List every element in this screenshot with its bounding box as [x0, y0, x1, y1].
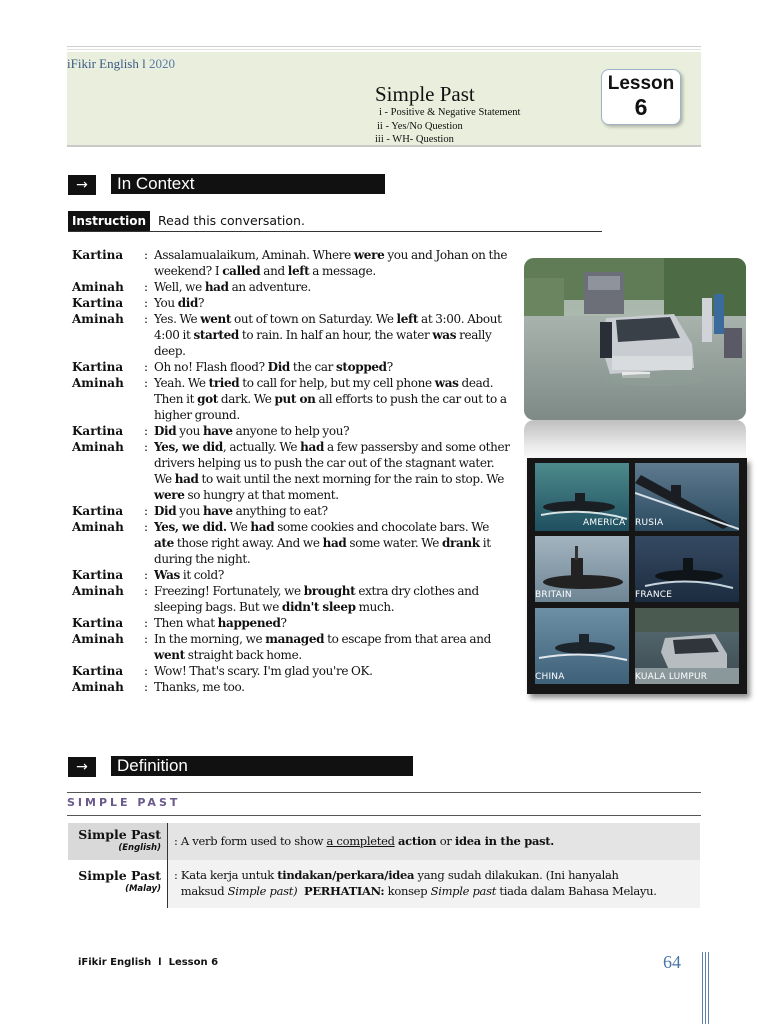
lesson-badge: [601, 69, 681, 125]
speaker-colon: :: [143, 424, 149, 438]
lesson-badge-label: Lesson: [607, 73, 675, 94]
speech-text: You did?: [154, 296, 205, 310]
speaker-name: Kartina: [72, 568, 124, 582]
speech-text: Well, we had an adventure.: [154, 280, 311, 294]
photo-label-france: FRANCE: [635, 590, 673, 600]
speaker-colon: :: [143, 616, 149, 630]
term-language: (Malay): [125, 884, 161, 894]
arrow-icon: →: [68, 757, 96, 777]
speaker-name: Kartina: [72, 616, 124, 630]
brand: iFikir English l 2020: [67, 56, 175, 71]
speaker-colon: :: [143, 376, 149, 390]
footer-text: iFikir English l Lesson 6: [78, 957, 219, 968]
conversation-line: [72, 295, 512, 311]
speech-text: Then what happened?: [154, 616, 287, 630]
page-rule: [705, 952, 706, 1024]
subtopic-item: iii - WH- Question: [375, 134, 454, 145]
definition-rule-bottom: [67, 815, 701, 816]
speech-text: Did you have anything to eat?: [154, 504, 328, 518]
instruction-rule: [68, 231, 602, 232]
conversation-line: [72, 423, 512, 439]
section-title-context: In Context: [111, 174, 385, 194]
conversation-line: [72, 631, 512, 663]
speaker-name: Kartina: [72, 296, 124, 310]
flood-photo: [524, 258, 746, 420]
arrow-icon: →: [68, 175, 96, 195]
page-rule: [702, 952, 703, 1024]
conversation: [72, 247, 512, 695]
definition-term: [68, 860, 168, 908]
conversation-line: [72, 279, 512, 295]
photo-label-britain: BRITAIN: [535, 590, 572, 600]
speaker-colon: :: [143, 248, 149, 262]
conversation-line: [72, 439, 512, 503]
speaker-colon: :: [143, 568, 149, 582]
lesson-title: Simple Past: [375, 82, 475, 106]
speech-text: Yes. We went out of town on Saturday. We left at 3:00. About 4:00 it started to rain. In half an hour, the water was really deep.: [154, 312, 502, 358]
subtopic-item: ii - Yes/No Question: [377, 120, 463, 132]
speaker-name: Aminah: [72, 440, 124, 454]
speaker-colon: :: [143, 312, 149, 326]
subtopic-list: [375, 106, 520, 147]
header-rule-top: [67, 46, 701, 47]
conversation-line: [72, 663, 512, 679]
speaker-name: Aminah: [72, 376, 124, 390]
conversation-line: [72, 519, 512, 567]
speaker-colon: :: [143, 520, 149, 534]
page-number: 64: [663, 952, 681, 972]
speaker-name: Aminah: [72, 280, 124, 294]
speech-text: Freezing! Fortunately, we brought extra dry clothes and sleeping bags. But we didn't sleep much.: [154, 584, 479, 614]
speech-text: Was it cold?: [154, 568, 224, 582]
speaker-name: Kartina: [72, 360, 124, 374]
speaker-colon: :: [143, 296, 149, 310]
conversation-line: [72, 359, 512, 375]
speaker-colon: :: [143, 584, 149, 598]
submarine-collage: [527, 458, 747, 694]
speaker-colon: :: [143, 440, 149, 454]
instruction-tag: Instruction: [68, 211, 150, 231]
speaker-colon: :: [143, 632, 149, 646]
speech-text: Yes, we did, actually. We had a few passersby and some other drivers helping us to push the car out of the stagnant water. We had to wait until the next morning for the rain to stop. We were so hungry at that moment.: [154, 440, 510, 502]
photo-label-kuala-lumpur: KUALA LUMPUR: [635, 672, 708, 682]
speaker-colon: :: [143, 680, 149, 694]
page-header: [67, 52, 701, 147]
subtopic-item: i - Positive & Negative Statement: [379, 107, 521, 118]
term-language: (English): [118, 843, 161, 853]
speaker-name: Aminah: [72, 680, 124, 694]
definition-row: [68, 823, 700, 860]
speaker-name: Kartina: [72, 424, 124, 438]
term-name: Simple Past: [78, 827, 161, 842]
speech-text: Thanks, me too.: [154, 680, 245, 694]
photo-label-china: CHINA: [535, 672, 565, 682]
conversation-line: [72, 567, 512, 583]
conversation-line: [72, 503, 512, 519]
conversation-line: [72, 679, 512, 695]
conversation-line: [72, 375, 512, 423]
speaker-name: Kartina: [72, 504, 124, 518]
definition-row: [68, 860, 700, 908]
term-name: Simple Past: [78, 868, 161, 883]
header-rule-top-2: [67, 49, 701, 50]
photo-label-rusia: RUSIA: [635, 518, 664, 528]
speech-text: Wow! That's scary. I'm glad you're OK.: [154, 664, 373, 678]
definition-term: [68, 823, 168, 860]
conversation-line: [72, 615, 512, 631]
speech-text: In the morning, we managed to escape from that area and went straight back home.: [154, 632, 491, 662]
section-title-definition: Definition: [111, 756, 413, 776]
speaker-name: Aminah: [72, 312, 124, 326]
definition-rule-top: [67, 792, 701, 793]
lesson-badge-number: 6: [634, 94, 648, 120]
speech-text: Yes, we did. We had some cookies and chocolate bars. We ate those right away. And we had some water. We drank it during the night.: [154, 520, 491, 566]
speech-text: Assalamualaikum, Aminah. Where were you and Johan on the weekend? I called and left a message.: [154, 248, 508, 278]
speech-text: Did you have anyone to help you?: [154, 424, 350, 438]
speaker-colon: :: [143, 360, 149, 374]
definition-heading: SIMPLE PAST: [67, 796, 181, 809]
speaker-name: Aminah: [72, 632, 124, 646]
speaker-colon: :: [143, 280, 149, 294]
speaker-colon: :: [143, 504, 149, 518]
conversation-line: [72, 247, 512, 279]
speech-text: Oh no! Flash flood? Did the car stopped?: [154, 360, 393, 374]
conversation-line: [72, 311, 512, 359]
speaker-colon: :: [143, 664, 149, 678]
page-rule: [708, 952, 709, 1024]
definition-table: [68, 823, 700, 908]
speaker-name: Aminah: [72, 584, 124, 598]
flood-photo-reflection: [524, 420, 746, 462]
speaker-name: Kartina: [72, 248, 124, 262]
speech-text: Yeah. We tried to call for help, but my cell phone was dead. Then it got dark. We put on all efforts to push the car out to a higher ground.: [154, 376, 507, 422]
speaker-name: Aminah: [72, 520, 124, 534]
instruction-text: Read this conversation.: [158, 213, 305, 228]
speaker-name: Kartina: [72, 664, 124, 678]
definition-text: : Kata kerja untuk tindakan/perkara/idea yang sudah dilakukan. (Ini hanyalah maksud Simple past) PERHATIAN: konsep Simple past tiada dalam Bahasa Melayu.: [174, 868, 657, 898]
conversation-line: [72, 583, 512, 615]
photo-label-america: AMERICA: [583, 518, 626, 528]
definition-text: : A verb form used to show a completed action or idea in the past.: [174, 834, 555, 848]
